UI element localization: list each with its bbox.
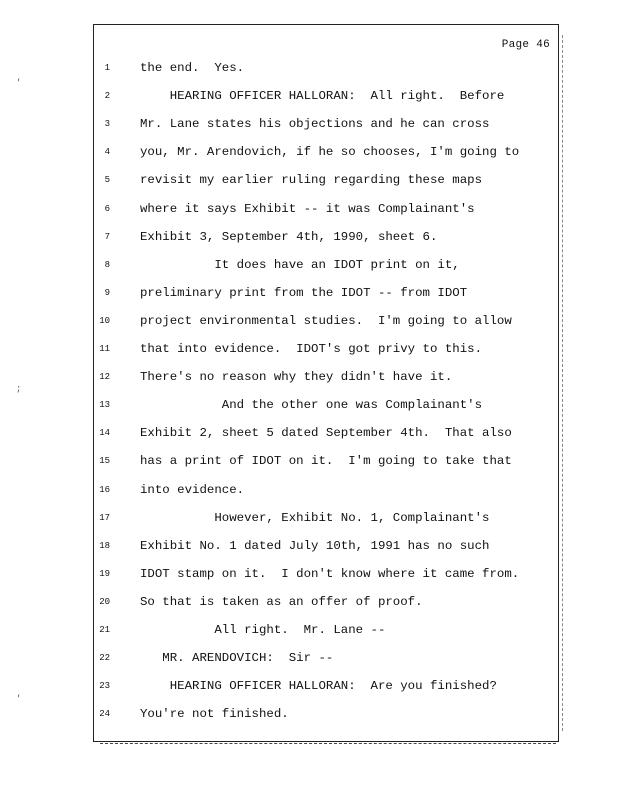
transcript-line (0, 339, 618, 359)
line-text: into evidence. (140, 482, 245, 497)
line-text: MR. ARENDOVICH: Sir -- (140, 651, 334, 666)
line-text: However, Exhibit No. 1, Complainant's (140, 510, 490, 525)
transcript-line (0, 508, 618, 528)
line-text: You're not finished. (140, 707, 289, 722)
line-text: Exhibit No. 1 dated July 10th, 1991 has no such (140, 538, 490, 553)
transcript-line (0, 367, 618, 387)
line-number: 20 (99, 596, 110, 607)
line-number: 8 (104, 259, 110, 270)
transcript-line (0, 620, 618, 640)
line-number: 4 (104, 147, 110, 158)
transcript-line (0, 311, 618, 331)
line-text: All right. Mr. Lane -- (140, 623, 386, 637)
line-number: 23 (99, 681, 110, 692)
line-text: you, Mr. Arendovich, if he so chooses, I'm going to (140, 145, 520, 160)
line-text: revisit my earlier ruling regarding these maps (140, 173, 483, 188)
line-number: 14 (99, 428, 110, 439)
transcript-line (0, 199, 618, 219)
line-number: 7 (104, 231, 110, 242)
line-text: preliminary print from the IDOT -- from IDOT (140, 285, 468, 300)
line-text: Mr. Lane states his objections and he can cross (140, 117, 490, 132)
line-text: the end. Yes. (140, 61, 245, 75)
line-number: 17 (99, 512, 110, 523)
transcript-line (0, 676, 618, 696)
line-number: 15 (99, 456, 110, 467)
line-text: So that is taken as an offer of proof. (140, 594, 423, 609)
transcript-line (0, 255, 618, 275)
line-number: 6 (104, 203, 110, 214)
line-text: It does have an IDOT print on it, (140, 257, 460, 272)
line-number: 3 (104, 119, 110, 130)
line-number: 24 (99, 709, 110, 720)
transcript-line (0, 423, 618, 443)
line-text: There's no reason why they didn't have it. (140, 370, 453, 385)
line-number: 1 (104, 63, 110, 73)
line-text: Exhibit 2, sheet 5 dated September 4th. That also (140, 426, 512, 441)
margin-tick: ' (16, 78, 22, 88)
line-text: IDOT stamp on it. I don't know where it came from. (140, 566, 520, 581)
line-number: 9 (104, 287, 110, 298)
line-number: 11 (99, 344, 110, 354)
line-number: 18 (99, 540, 110, 551)
line-number: 13 (99, 400, 110, 411)
transcript-line (0, 283, 618, 303)
line-text: And the other one was Complainant's (140, 398, 483, 413)
line-text: HEARING OFFICER HALLORAN: All right. Before (140, 89, 505, 104)
page-bottom-rule (100, 743, 556, 744)
line-text: project environmental studies. I'm going to allow (140, 313, 512, 328)
line-text: where it says Exhibit -- it was Complainant's (140, 201, 475, 216)
transcript-line (0, 536, 618, 556)
line-number: 10 (99, 315, 110, 326)
line-number: 5 (104, 175, 110, 186)
transcript-line (0, 592, 618, 612)
margin-tick: ' (16, 694, 22, 704)
transcript-line (0, 704, 618, 724)
transcript-line (0, 227, 618, 247)
line-number: 12 (99, 372, 110, 383)
line-text: Exhibit 3, September 4th, 1990, sheet 6. (140, 229, 438, 244)
line-number: 21 (99, 625, 110, 635)
line-text: has a print of IDOT on it. I'm going to take that (140, 454, 512, 469)
transcript-line (0, 395, 618, 415)
transcript-line (0, 58, 618, 78)
line-number: 19 (99, 568, 110, 579)
line-number: 2 (104, 91, 110, 102)
transcript-line (0, 564, 618, 584)
line-number: 16 (99, 484, 110, 495)
transcript-line (0, 114, 618, 134)
line-text: HEARING OFFICER HALLORAN: Are you finished? (140, 679, 497, 694)
margin-tick: ; (16, 384, 22, 394)
transcript-line (0, 86, 618, 106)
page-number: Page 46 (501, 39, 550, 51)
line-number: 22 (99, 653, 110, 664)
transcript-line (0, 142, 618, 162)
transcript-line (0, 480, 618, 500)
transcript-line (0, 451, 618, 471)
transcript-line (0, 170, 618, 190)
transcript-line (0, 648, 618, 668)
line-text: that into evidence. IDOT's got privy to this. (140, 342, 483, 356)
